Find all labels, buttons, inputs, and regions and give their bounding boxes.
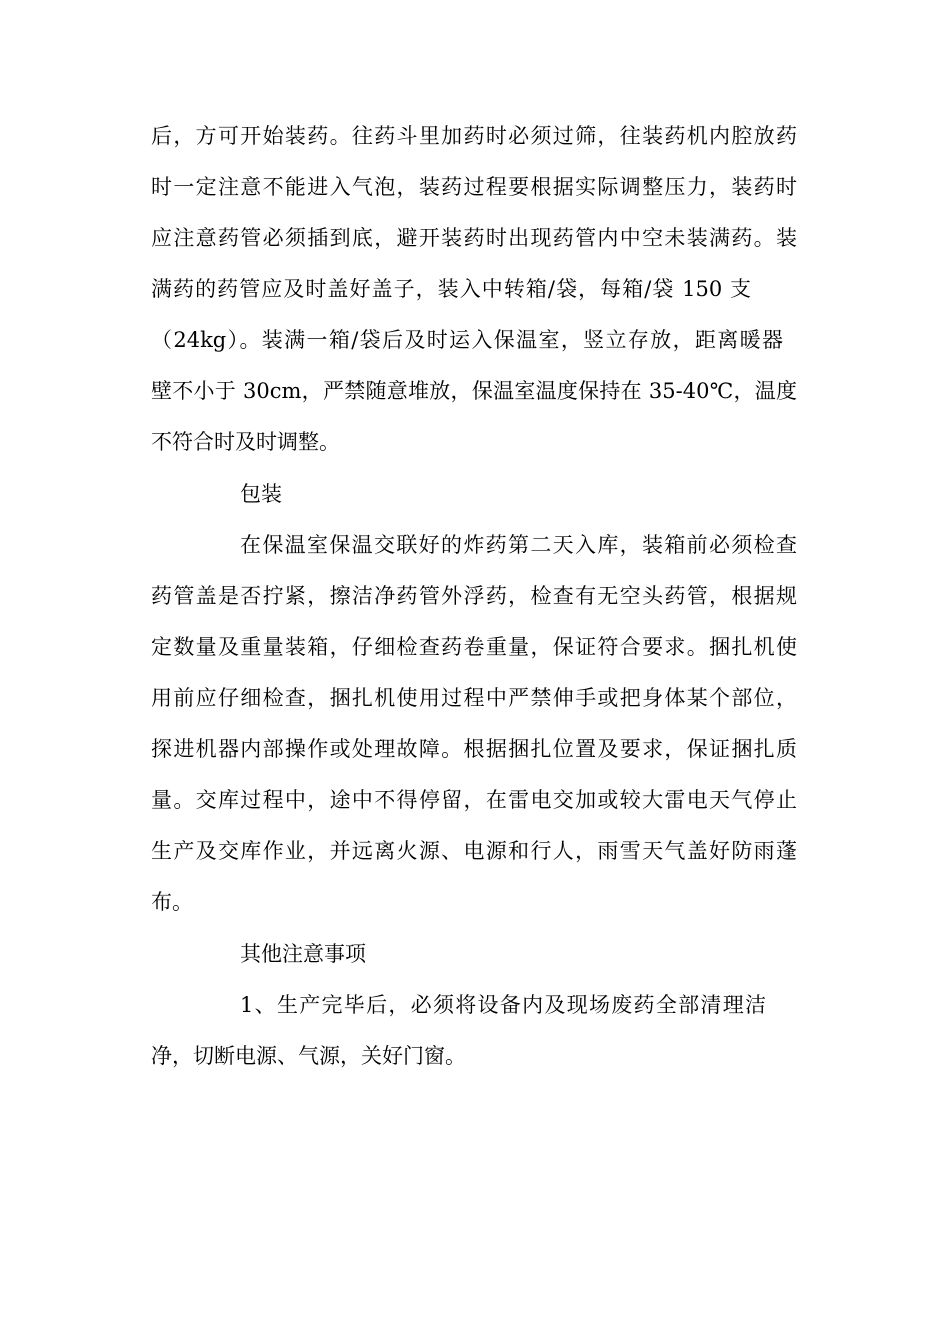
paragraph-1-line-5: （24kg）。装满一箱/袋后及时运入保温室，竖立存放，距离暖器: [151, 328, 783, 352]
paragraph-2-line-5: 探进机器内部操作或处理故障。根据捆扎位置及要求，保证捆扎质: [151, 737, 797, 761]
paragraph-2-line-8: 布。: [151, 890, 193, 914]
paragraph-1-line-6: 壁不小于 30cm，严禁随意堆放，保温室温度保持在 35-40℃，温度: [151, 379, 797, 403]
paragraph-1-line-1: 后，方可开始装药。往药斗里加药时必须过筛，往装药机内腔放药: [151, 124, 797, 148]
paragraph-3-line-1: 1、生产完毕后，必须将设备内及现场废药全部清理洁: [240, 993, 766, 1017]
paragraph-2-line-1: 在保温室保温交联好的炸药第二天入库，装箱前必须检查: [240, 533, 797, 557]
paragraph-3-line-2: 净，切断电源、气源，关好门窗。: [151, 1044, 466, 1068]
paragraph-2-line-2: 药管盖是否拧紧，擦洁净药管外浮药，检查有无空头药管，根据规: [151, 584, 797, 608]
section-heading-other-notes: 其他注意事项: [240, 942, 366, 966]
paragraph-1-line-2: 时一定注意不能进入气泡，装药过程要根据实际调整压力，装药时: [151, 175, 797, 199]
paragraph-2-line-4: 用前应仔细检查，捆扎机使用过程中严禁伸手或把身体某个部位，: [151, 686, 797, 710]
section-heading-packaging: 包装: [240, 482, 282, 506]
paragraph-2-line-6: 量。交库过程中，途中不得停留，在雷电交加或较大雷电天气停止: [151, 788, 797, 812]
paragraph-2-line-7: 生产及交库作业，并远离火源、电源和行人，雨雪天气盖好防雨蓬: [151, 839, 797, 863]
paragraph-1-line-7: 不符合时及时调整。: [151, 430, 340, 454]
paragraph-2-line-3: 定数量及重量装箱，仔细检查药卷重量，保证符合要求。捆扎机使: [151, 635, 797, 659]
paragraph-1-line-3: 应注意药管必须插到底，避开装药时出现药管内中空未装满药。装: [151, 226, 797, 250]
paragraph-1-line-4: 满药的药管应及时盖好盖子，装入中转箱/袋，每箱/袋 150 支: [151, 277, 751, 301]
